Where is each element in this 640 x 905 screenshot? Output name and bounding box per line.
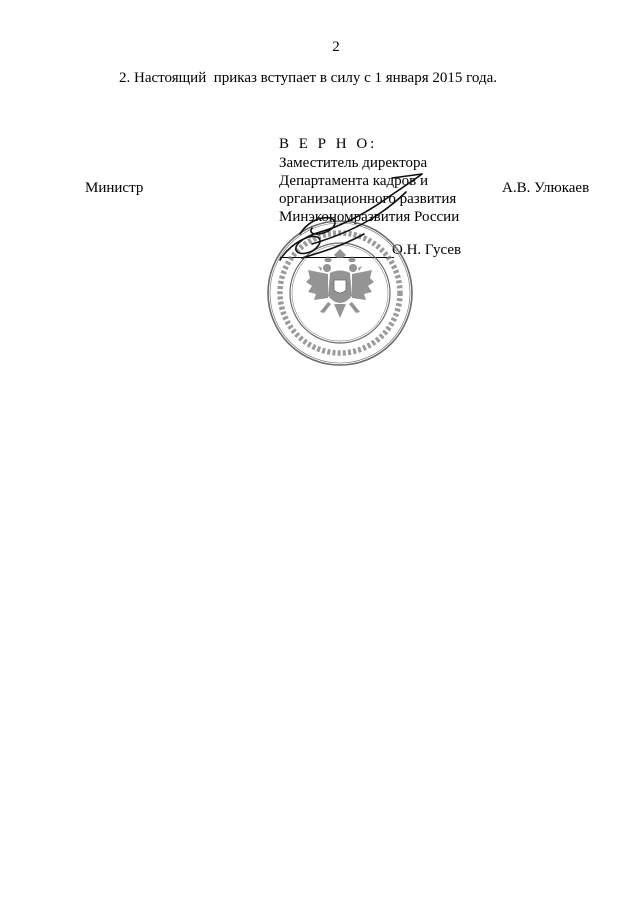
certification-line-division: организационного развития: [279, 191, 457, 207]
certification-title: В Е Р Н О:: [279, 136, 378, 152]
certification-line-ministry: Минэкономразвития России: [279, 209, 460, 225]
certification-block: [279, 135, 459, 226]
certifying-signer-name: О.Н. Гусев: [392, 242, 462, 258]
minister-role-label: Министр: [85, 180, 144, 196]
order-effective-date-paragraph: 2. Настоящий приказ вступает в силу с 1 января 2015 года.: [119, 70, 497, 86]
signature-line: [280, 257, 394, 258]
minister-name: А.В. Улюкаев: [502, 180, 590, 196]
page-number: 2: [332, 39, 340, 55]
certification-line-department: Департамента кадров и: [279, 173, 428, 189]
certification-line-position: Заместитель директора: [279, 155, 428, 171]
